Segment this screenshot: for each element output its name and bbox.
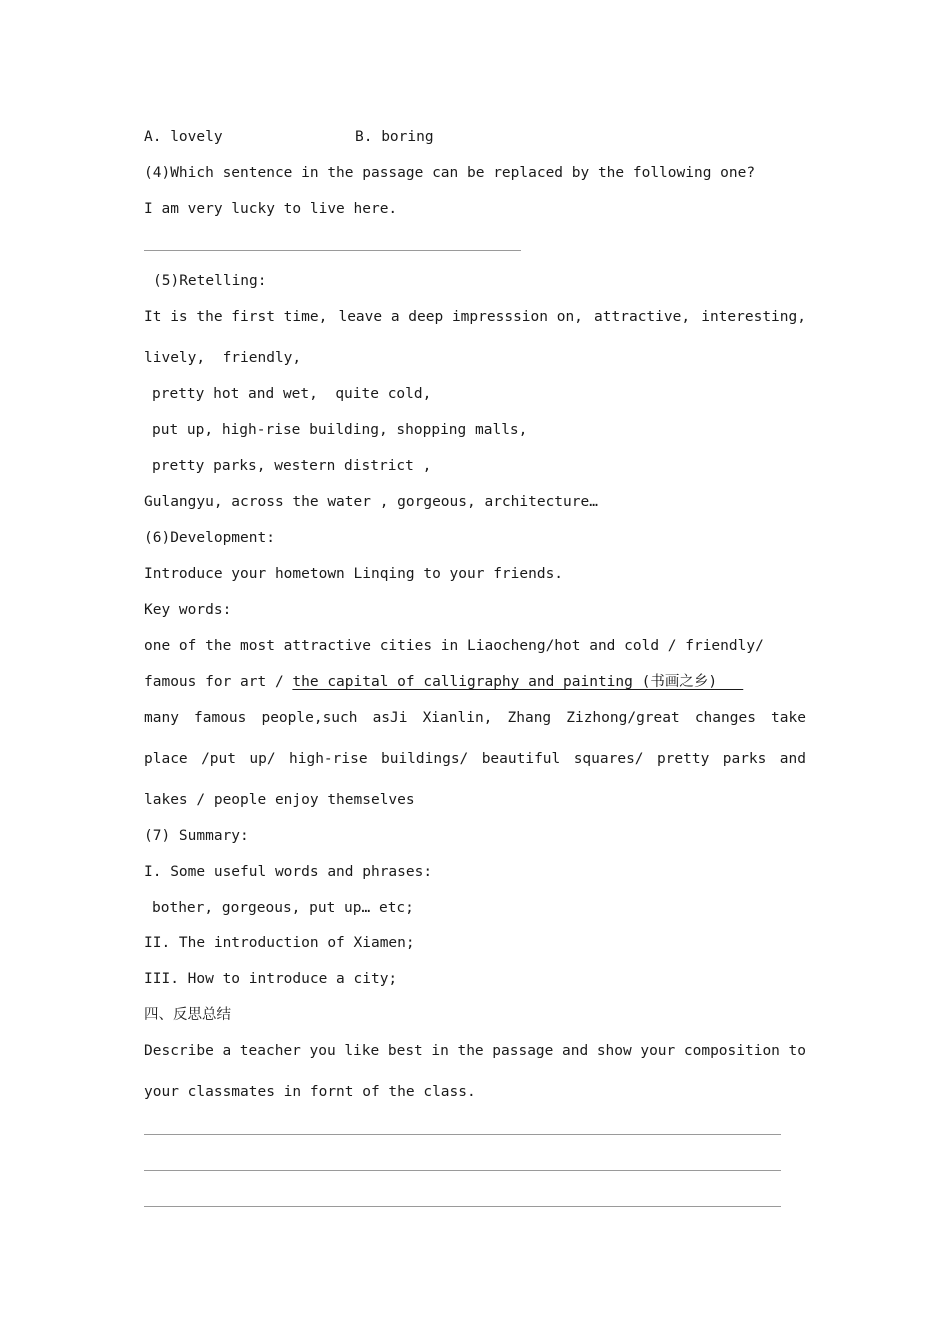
- keyword-word: many: [144, 710, 179, 726]
- retelling-line-3: pretty hot and wet, quite cold,: [152, 386, 432, 402]
- keyword-word: Zhang: [507, 710, 552, 726]
- keywords-line-5: lakes / people enjoy themselves: [144, 792, 415, 808]
- keyword-word: asJi: [372, 710, 408, 726]
- keywords-line-3: [144, 708, 806, 728]
- retelling-line-5: pretty parks, western district ,: [152, 458, 432, 474]
- reflection-task-line-1: [144, 1041, 806, 1061]
- development-task: Introduce your hometown Linqing to your friends.: [144, 566, 564, 582]
- keyword-word: and: [779, 751, 806, 767]
- option-a: A. lovely: [144, 129, 223, 145]
- reflection-heading: 四、反思总结: [144, 1007, 231, 1023]
- task-word: the: [457, 1043, 484, 1059]
- development-heading: (6)Development:: [144, 530, 275, 546]
- keywords-line-2: [144, 672, 743, 692]
- task-word: your: [640, 1043, 676, 1059]
- option-b: B. boring: [355, 129, 434, 145]
- keyword-word: take: [771, 710, 806, 726]
- keyword-word: buildings/: [380, 751, 469, 767]
- retelling-heading: (5)Retelling:: [153, 273, 267, 289]
- keyword-word: famous: [194, 710, 247, 726]
- keyword-word: pretty: [656, 751, 710, 767]
- task-word: best: [387, 1043, 423, 1059]
- summary-item-2: II. The introduction of Xiamen;: [144, 935, 415, 951]
- keywords-underlined: the capital of calligraphy and painting (书画之乡): [292, 674, 744, 690]
- retelling-phrase: leave a deep impresssion on,: [338, 309, 583, 325]
- keywords-line-1: one of the most attractive cities in Liaocheng/hot and cold / friendly/: [144, 638, 764, 654]
- summary-item-1-detail: bother, gorgeous, put up… etc;: [152, 900, 414, 916]
- task-word: a: [222, 1043, 232, 1059]
- keyword-word: place: [144, 751, 188, 767]
- retelling-line-1: [144, 307, 806, 327]
- keyword-word: parks: [722, 751, 767, 767]
- keyword-word: Xianlin,: [422, 710, 493, 726]
- keyword-word: squares/: [573, 751, 644, 767]
- keyword-word: up/: [249, 751, 276, 767]
- keyword-word: changes: [694, 710, 756, 726]
- retelling-phrase: It is the first time,: [144, 309, 328, 325]
- answer-line-q4: [144, 250, 521, 251]
- summary-heading: (7) Summary:: [144, 828, 249, 844]
- writing-line: [144, 1206, 781, 1207]
- keyword-word: people,such: [261, 710, 358, 726]
- task-word: Describe: [144, 1043, 214, 1059]
- task-word: to: [788, 1043, 806, 1059]
- keyword-word: /put: [201, 751, 236, 767]
- retelling-phrase: interesting,: [701, 309, 806, 325]
- keyword-word: high-rise: [289, 751, 368, 767]
- keywords-plain: famous for art /: [144, 674, 293, 690]
- question-4: (4)Which sentence in the passage can be replaced by the following one?: [144, 165, 756, 181]
- task-word: like: [344, 1043, 380, 1059]
- task-word: in: [431, 1043, 449, 1059]
- task-word: you: [309, 1043, 336, 1059]
- question-4-sentence: I am very lucky to live here.: [144, 201, 398, 217]
- writing-line: [144, 1134, 781, 1135]
- task-word: composition: [683, 1043, 780, 1059]
- retelling-phrase: attractive,: [594, 309, 691, 325]
- task-word: and: [562, 1043, 589, 1059]
- keywords-label: Key words:: [144, 602, 232, 618]
- summary-item-1: I. Some useful words and phrases:: [144, 864, 433, 880]
- reflection-task-line-2: your classmates in fornt of the class.: [144, 1084, 476, 1100]
- keyword-word: Zizhong/great: [566, 710, 680, 726]
- retelling-line-2: lively, friendly,: [144, 350, 302, 366]
- keywords-line-4: [144, 749, 806, 769]
- task-word: show: [596, 1043, 632, 1059]
- summary-item-3: III. How to introduce a city;: [144, 971, 398, 987]
- writing-line: [144, 1170, 781, 1171]
- keyword-word: beautiful: [481, 751, 561, 767]
- retelling-line-6: Gulangyu, across the water , gorgeous, architecture…: [144, 494, 598, 510]
- task-word: teacher: [239, 1043, 301, 1059]
- retelling-line-4: put up, high-rise building, shopping malls,: [152, 422, 528, 438]
- task-word: passage: [492, 1043, 554, 1059]
